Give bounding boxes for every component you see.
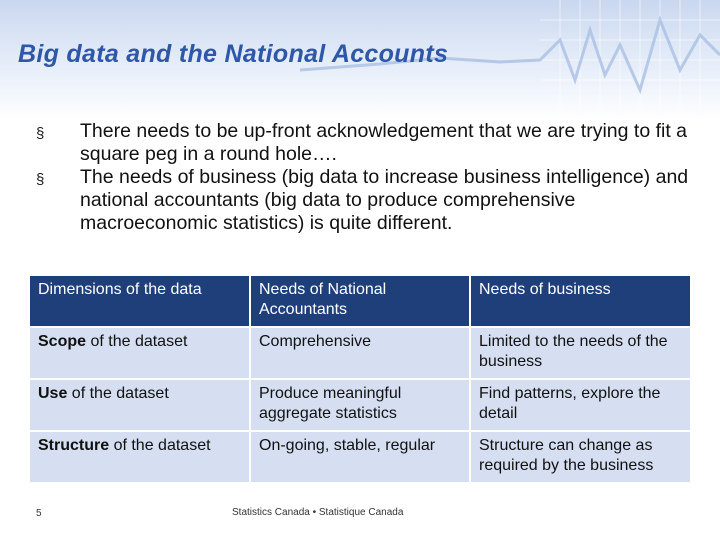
cell-national: Comprehensive — [250, 327, 470, 379]
row-label — [30, 379, 250, 431]
table-header-row — [30, 276, 690, 327]
row-label — [30, 327, 250, 379]
bullet-text: The needs of business (big data to increase business intelligence) and national accountants (big data to produce comprehensive macroeconomic statistics) is quite different. — [80, 166, 689, 234]
table-row — [30, 379, 690, 431]
row-label-bold: Scope — [38, 333, 87, 350]
bullet-text: There needs to be up-front acknowledgement that we are trying to fit a square peg in a round hole…. — [80, 120, 688, 165]
row-label-rest: of the dataset — [86, 333, 188, 350]
page-number: 5 — [36, 508, 42, 519]
row-label-rest: of the dataset — [67, 385, 169, 402]
column-header-business: Needs of business — [470, 276, 690, 327]
comparison-table — [30, 276, 690, 482]
row-label-bold: Use — [38, 385, 68, 402]
bullet-list — [34, 120, 694, 235]
cell-business: Limited to the needs of the business — [470, 327, 690, 379]
bullet-item — [34, 120, 694, 166]
square-bullet-icon: § — [36, 125, 45, 142]
bullet-item — [34, 166, 694, 235]
cell-business: Find patterns, explore the detail — [470, 379, 690, 431]
row-label — [30, 431, 250, 482]
table-row — [30, 431, 690, 482]
cell-national: Produce meaningful aggregate statistics — [250, 379, 470, 431]
row-label-bold: Structure — [38, 437, 110, 454]
row-label-rest: of the dataset — [109, 437, 211, 454]
column-header-national: Needs of National Accountants — [250, 276, 470, 327]
slide-header-banner — [0, 0, 720, 120]
table-row — [30, 327, 690, 379]
cell-business: Structure can change as required by the business — [470, 431, 690, 482]
square-bullet-icon: § — [36, 171, 45, 188]
slide-title: Big data and the National Accounts — [18, 40, 449, 68]
column-header-dimensions: Dimensions of the data — [30, 276, 250, 327]
cell-national: On-going, stable, regular — [250, 431, 470, 482]
footer-source: Statistics Canada • Statistique Canada — [232, 507, 404, 518]
